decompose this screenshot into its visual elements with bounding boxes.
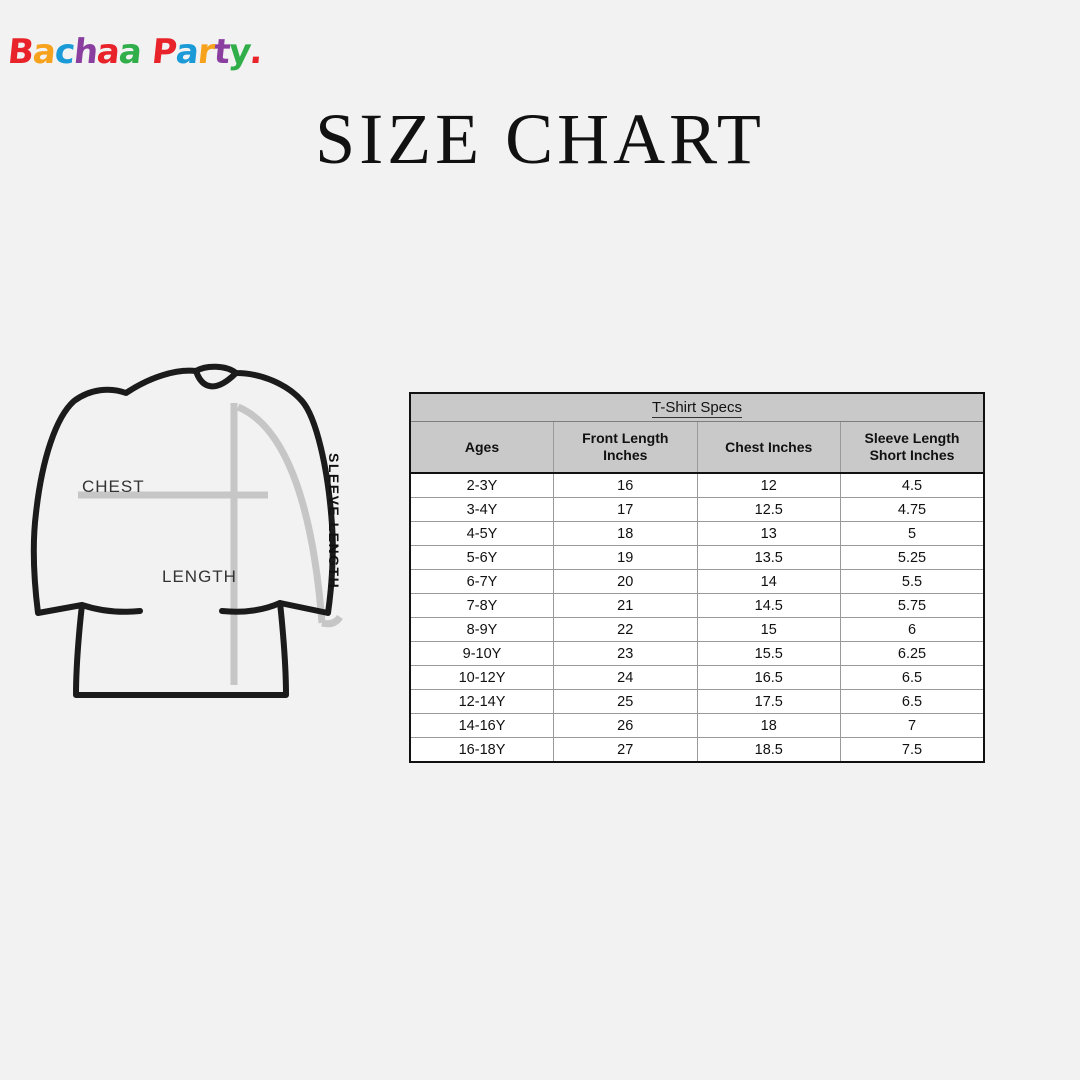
table-header-row bbox=[410, 422, 984, 474]
cell-sleeve-length: 6.5 bbox=[841, 690, 985, 714]
cell-age: 12-14Y bbox=[410, 690, 554, 714]
column-header-ages: Ages bbox=[410, 422, 554, 474]
table-row bbox=[410, 738, 984, 763]
table-spec-title-row bbox=[410, 393, 984, 422]
cell-age: 8-9Y bbox=[410, 618, 554, 642]
cell-chest: 17.5 bbox=[697, 690, 841, 714]
cell-chest: 13.5 bbox=[697, 546, 841, 570]
cell-sleeve-length: 7 bbox=[841, 714, 985, 738]
column-header-sleeve-length: Sleeve Length Short Inches bbox=[841, 422, 985, 474]
brand-logo-text: Bachaa Party. bbox=[5, 32, 265, 72]
cell-sleeve-length: 5.25 bbox=[841, 546, 985, 570]
table-spec-title-text: T-Shirt Specs bbox=[651, 399, 743, 416]
table-row bbox=[410, 546, 984, 570]
cell-age: 2-3Y bbox=[410, 473, 554, 498]
sleeve-length-label: SLEEVE LENGTH bbox=[326, 453, 342, 590]
cell-chest: 13 bbox=[697, 522, 841, 546]
cell-sleeve-length: 5.5 bbox=[841, 570, 985, 594]
cell-chest: 14.5 bbox=[697, 594, 841, 618]
cell-front-length: 18 bbox=[554, 522, 698, 546]
cell-chest: 16.5 bbox=[697, 666, 841, 690]
table-row bbox=[410, 594, 984, 618]
cell-front-length: 16 bbox=[554, 473, 698, 498]
cell-chest: 14 bbox=[697, 570, 841, 594]
cell-sleeve-length: 4.5 bbox=[841, 473, 985, 498]
cell-front-length: 27 bbox=[554, 738, 698, 763]
table-row bbox=[410, 666, 984, 690]
cell-sleeve-length: 5.75 bbox=[841, 594, 985, 618]
cell-age: 10-12Y bbox=[410, 666, 554, 690]
cell-sleeve-length: 4.75 bbox=[841, 498, 985, 522]
cell-chest: 15 bbox=[697, 618, 841, 642]
cell-front-length: 22 bbox=[554, 618, 698, 642]
cell-front-length: 26 bbox=[554, 714, 698, 738]
cell-front-length: 21 bbox=[554, 594, 698, 618]
cell-sleeve-length: 6.25 bbox=[841, 642, 985, 666]
size-chart-table-wrapper bbox=[409, 392, 985, 763]
cell-front-length: 23 bbox=[554, 642, 698, 666]
size-chart-table bbox=[409, 392, 985, 763]
page-title: SIZE CHART bbox=[315, 99, 765, 179]
cell-sleeve-length: 7.5 bbox=[841, 738, 985, 763]
cell-age: 9-10Y bbox=[410, 642, 554, 666]
cell-chest: 15.5 bbox=[697, 642, 841, 666]
cell-age: 3-4Y bbox=[410, 498, 554, 522]
cell-front-length: 17 bbox=[554, 498, 698, 522]
column-header-front-length: Front Length Inches bbox=[554, 422, 698, 474]
cell-age: 6-7Y bbox=[410, 570, 554, 594]
table-row bbox=[410, 618, 984, 642]
cell-chest: 18.5 bbox=[697, 738, 841, 763]
chest-label: CHEST bbox=[82, 477, 145, 496]
cell-age: 5-6Y bbox=[410, 546, 554, 570]
table-body bbox=[410, 473, 984, 762]
table-row bbox=[410, 642, 984, 666]
cell-chest: 12 bbox=[697, 473, 841, 498]
shirt-illustration bbox=[30, 355, 400, 745]
table-row bbox=[410, 570, 984, 594]
table-row bbox=[410, 690, 984, 714]
cell-age: 7-8Y bbox=[410, 594, 554, 618]
cell-front-length: 19 bbox=[554, 546, 698, 570]
cell-chest: 12.5 bbox=[697, 498, 841, 522]
table-spec-title bbox=[410, 393, 984, 422]
cell-sleeve-length: 6.5 bbox=[841, 666, 985, 690]
brand-logo bbox=[5, 18, 268, 86]
cell-sleeve-length: 6 bbox=[841, 618, 985, 642]
table-row bbox=[410, 714, 984, 738]
cell-chest: 18 bbox=[697, 714, 841, 738]
table-row bbox=[410, 498, 984, 522]
column-header-chest: Chest Inches bbox=[697, 422, 841, 474]
cell-front-length: 20 bbox=[554, 570, 698, 594]
cell-age: 14-16Y bbox=[410, 714, 554, 738]
cell-sleeve-length: 5 bbox=[841, 522, 985, 546]
length-label: LENGTH bbox=[162, 567, 237, 586]
shirt-diagram-icon bbox=[30, 355, 400, 745]
table-row bbox=[410, 473, 984, 498]
cell-age: 16-18Y bbox=[410, 738, 554, 763]
cell-front-length: 25 bbox=[554, 690, 698, 714]
table-row bbox=[410, 522, 984, 546]
cell-age: 4-5Y bbox=[410, 522, 554, 546]
cell-front-length: 24 bbox=[554, 666, 698, 690]
